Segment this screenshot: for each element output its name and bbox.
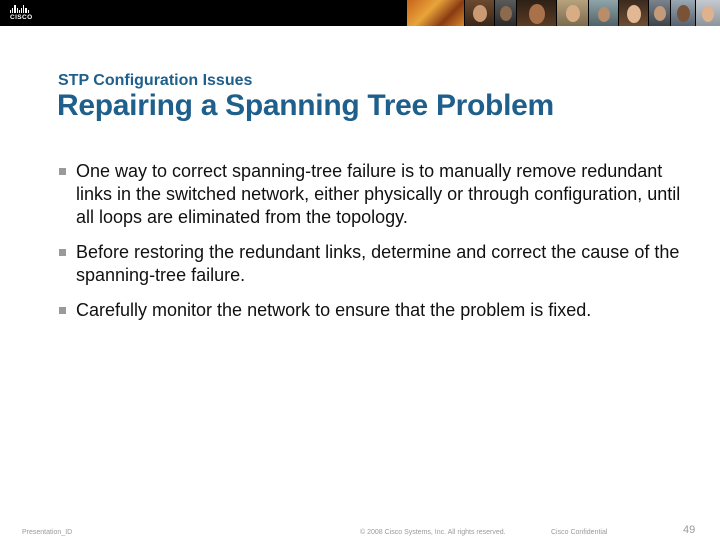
photo-person-6	[619, 0, 649, 26]
footer-copyright: © 2008 Cisco Systems, Inc. All rights reserved.	[360, 529, 506, 536]
photo-person-9	[696, 0, 720, 26]
slide-title: Repairing a Spanning Tree Problem	[57, 89, 554, 122]
page-number: 49	[683, 524, 696, 536]
bullet-item	[58, 299, 688, 322]
cisco-logo	[10, 4, 44, 22]
photo-autumn-leaves	[407, 0, 465, 26]
people-photo-strip	[407, 0, 720, 26]
photo-person-8	[671, 0, 696, 26]
photo-person-1	[465, 0, 495, 26]
slide-subtitle: STP Configuration Issues	[58, 72, 253, 89]
photo-person-2	[495, 0, 517, 26]
photo-person-3	[517, 0, 557, 26]
cisco-logo-text: CISCO	[10, 14, 33, 21]
footer-classification: Cisco Confidential	[551, 529, 608, 536]
square-bullet-icon	[59, 168, 66, 175]
square-bullet-icon	[59, 249, 66, 256]
bullet-text: One way to correct spanning-tree failure is to manually remove redundant links in the switched network, either physically or through configuration, until all loops are eliminated from the topology.	[76, 161, 681, 227]
bullet-text: Carefully monitor the network to ensure that the problem is fixed.	[76, 300, 592, 320]
bullet-list	[58, 160, 688, 334]
bullet-item	[58, 241, 688, 287]
cisco-logo-bars-icon	[10, 4, 44, 13]
photo-person-5	[589, 0, 619, 26]
bullet-item	[58, 160, 688, 229]
header-banner	[0, 0, 720, 26]
photo-person-7	[649, 0, 671, 26]
photo-person-4	[557, 0, 589, 26]
footer-presentation-id: Presentation_ID	[22, 529, 73, 536]
square-bullet-icon	[59, 307, 66, 314]
bullet-text: Before restoring the redundant links, determine and correct the cause of the spanning-tree failure.	[76, 242, 680, 285]
